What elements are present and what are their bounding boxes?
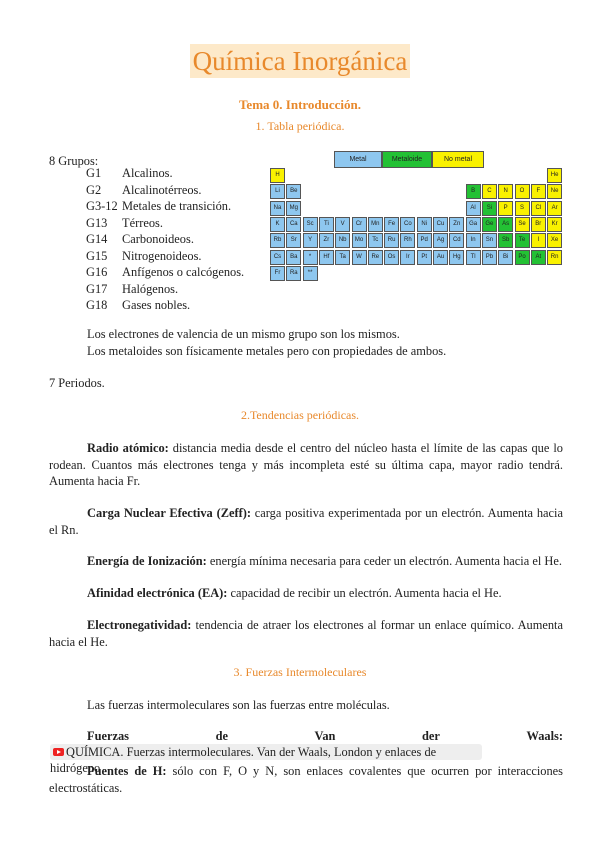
element-cell: Hf [319, 250, 334, 265]
element-cell: Sb [498, 233, 513, 248]
section-3-heading: 3. Fuerzas Intermoleculares [233, 665, 367, 679]
vdw-word: Waals: [526, 729, 563, 743]
trend-ionizacion [49, 553, 563, 570]
puentes-text: sólo con F, O y N, son enlaces covalentes que ocurren por interacciones electrostáticas. [49, 764, 563, 795]
trend-radio [49, 440, 563, 490]
element-cell: Zr [319, 233, 334, 248]
trend-electronegatividad [49, 617, 563, 650]
element-cell: Se [515, 217, 530, 232]
legend-nonmetal: No metal [432, 151, 484, 168]
element-cell: W [352, 250, 367, 265]
element-cell: Te [515, 233, 530, 248]
element-cell: Hg [449, 250, 464, 265]
legend-metaloid: Metaloide [382, 151, 432, 168]
element-cell: Rh [400, 233, 415, 248]
group-code: G17 [86, 281, 108, 296]
element-cell: Re [368, 250, 383, 265]
vdw-word: Van [314, 729, 336, 743]
trend-text: distancia media desde el centro del núcleo hasta el límite de las capas que lo rodean. Cuantos más electrones tenga y más incompleta esté su última capa, mayor radio tendrá. Aumenta hacia Fr. [49, 441, 563, 488]
element-cell: Ir [400, 250, 415, 265]
group-row [86, 298, 190, 313]
trend-afinidad [49, 585, 563, 602]
element-cell: Ta [335, 250, 350, 265]
trend-term: Afinidad electrónica (EA): [87, 586, 228, 600]
section-2-heading: 2.Tendencias periódicas. [240, 408, 360, 422]
element-cell: V [335, 217, 350, 232]
trend-zeff [49, 505, 563, 538]
element-cell: Y [303, 233, 318, 248]
element-cell: B [466, 184, 481, 199]
element-cell: S [515, 201, 530, 216]
element-cell: Zn [449, 217, 464, 232]
element-cell: Tl [466, 250, 481, 265]
element-cell: Li [270, 184, 285, 199]
vdw-word: der [422, 729, 440, 743]
vdw-heading [87, 728, 563, 745]
element-cell: Fe [384, 217, 399, 232]
periods-note: 7 Periodos. [49, 376, 105, 390]
group-code: G1 [86, 166, 102, 180]
element-cell: Mo [352, 233, 367, 248]
vdw-word: Fuerzas [87, 729, 129, 743]
element-cell: Co [400, 217, 415, 232]
group-code: G18 [86, 298, 108, 312]
element-cell: Be [286, 184, 301, 199]
element-cell: Bi [498, 250, 513, 265]
group-row [86, 249, 202, 264]
element-cell: * [303, 250, 318, 265]
element-cell: Ga [466, 217, 481, 232]
trend-term: Electronegatividad: [87, 618, 192, 632]
video-link-label: QUÍMICA. Fuerzas intermoleculares. Van der Waals, London y enlaces de hidrógeno [50, 745, 437, 775]
element-cell: F [531, 184, 546, 199]
element-cell: Ba [286, 250, 301, 265]
group-name: Carbonoideos. [122, 232, 194, 246]
group-code: G3-12 [86, 199, 118, 213]
periodic-table [270, 168, 564, 280]
group-code: G14 [86, 232, 108, 246]
legend-metal: Metal [334, 151, 382, 168]
element-cell: Po [515, 250, 530, 265]
element-cell: Cl [531, 201, 546, 216]
title-wrap [0, 44, 600, 78]
element-cell: Ca [286, 217, 301, 232]
group-row [86, 216, 163, 231]
note-valence: Los electrones de valencia de un mismo grupo son los mismos. [87, 327, 400, 341]
element-cell: Fr [270, 266, 285, 281]
element-cell: Xe [547, 233, 562, 248]
trend-text: carga positiva experimentada por un electrón. Aumenta hacia el Rn. [49, 506, 563, 537]
group-code: G2 [86, 182, 102, 197]
group-name: Nitrogenoideos. [122, 248, 202, 263]
element-cell: Cr [352, 217, 367, 232]
trend-text: capacidad de recibir un electrón. Aumenta hacia el He. [227, 586, 502, 600]
element-cell: In [466, 233, 481, 248]
element-cell: Sr [286, 233, 301, 248]
element-cell: Pt [417, 250, 432, 265]
element-cell: Nb [335, 233, 350, 248]
element-cell: Ru [384, 233, 399, 248]
element-cell: I [531, 233, 546, 248]
element-cell: K [270, 217, 285, 232]
element-cell: Si [482, 201, 497, 216]
element-cell: Na [270, 201, 285, 216]
puentes-h [49, 763, 563, 796]
element-cell: Rn [547, 250, 562, 265]
element-cell: Kr [547, 217, 562, 232]
fuerzas-intro: Las fuerzas intermoleculares son las fuerzas entre moléculas. [87, 698, 390, 712]
group-name: Metales de transición. [122, 199, 232, 213]
element-cell: Cd [449, 233, 464, 248]
group-code: G15 [86, 248, 108, 263]
element-cell: P [498, 201, 513, 216]
youtube-icon [53, 748, 64, 756]
group-name: Alcalinotérreos. [122, 182, 202, 197]
trend-term: Energía de Ionización: [87, 554, 207, 568]
section-1-heading: 1. Tabla periódica. [255, 119, 345, 133]
element-cell: Os [384, 250, 399, 265]
group-name: Térreos. [122, 215, 163, 230]
element-cell: He [547, 168, 562, 183]
group-name: Alcalinos. [122, 166, 173, 180]
group-row [86, 183, 201, 198]
group-name: Halógenos. [122, 281, 179, 296]
groups-heading: 8 Grupos: [49, 154, 99, 168]
element-cell: Mg [286, 201, 301, 216]
element-cell: Ar [547, 201, 562, 216]
element-cell: ** [303, 266, 318, 281]
element-cell: H [270, 168, 285, 183]
group-row [86, 199, 231, 214]
element-cell: Ni [417, 217, 432, 232]
element-cell: Ne [547, 184, 562, 199]
element-cell: Ti [319, 217, 334, 232]
element-cell: Ge [482, 217, 497, 232]
vdw-word: de [215, 729, 228, 743]
group-row [86, 232, 194, 247]
group-code: G13 [86, 215, 108, 230]
topic-heading: Tema 0. Introducción. [238, 97, 362, 112]
element-cell: Cs [270, 250, 285, 265]
element-cell: Pb [482, 250, 497, 265]
group-row [86, 282, 178, 297]
element-cell: Pd [417, 233, 432, 248]
group-code: G16 [86, 265, 108, 279]
element-cell: Sc [303, 217, 318, 232]
group-row [86, 265, 244, 280]
element-cell: Br [531, 217, 546, 232]
note-metaloids: Los metaloides son físicamente metales pero con propiedades de ambos. [87, 344, 447, 358]
element-cell: N [498, 184, 513, 199]
document-title: Química Inorgánica [190, 44, 411, 78]
trend-text: tendencia de atraer los electrones al formar un enlace químico. Aumenta hacia el He. [49, 618, 563, 649]
group-row [86, 166, 173, 181]
element-cell: Rb [270, 233, 285, 248]
element-cell: Ra [286, 266, 301, 281]
element-cell: As [498, 217, 513, 232]
element-cell: Tc [368, 233, 383, 248]
element-cell: Sn [482, 233, 497, 248]
group-name: Anfígenos o calcógenos. [122, 265, 245, 279]
element-cell: Cu [433, 217, 448, 232]
element-cell: Al [466, 201, 481, 216]
group-name: Gases nobles. [122, 298, 191, 312]
element-cell: Ag [433, 233, 448, 248]
element-cell: O [515, 184, 530, 199]
trend-term: Radio atómico: [87, 441, 169, 455]
element-cell: C [482, 184, 497, 199]
trend-text: energía mínima necesaria para ceder un electrón. Aumenta hacia el He. [206, 554, 562, 568]
element-cell: Mn [368, 217, 383, 232]
trend-term: Carga Nuclear Efectiva (Zeff): [87, 506, 251, 520]
puentes-term: Puentes de H: [87, 764, 167, 778]
element-cell: At [531, 250, 546, 265]
element-cell: Au [433, 250, 448, 265]
